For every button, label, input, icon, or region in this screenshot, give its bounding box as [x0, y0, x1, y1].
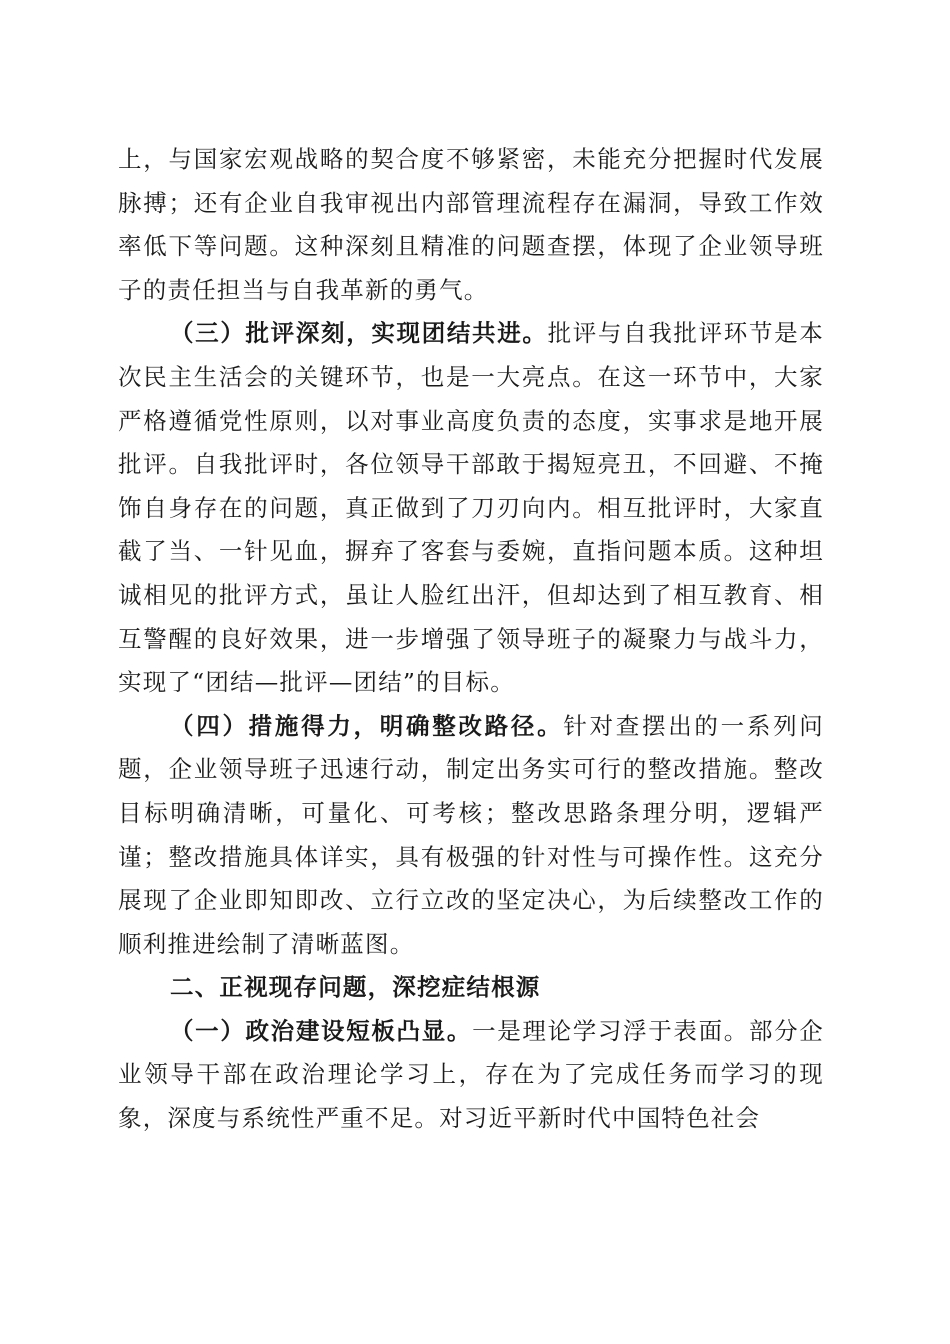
- paragraph-text: 上，与国家宏观战略的契合度不够紧密，未能充分把握时代发展脉搏；还有企业自我审视出内部管理流程存在漏洞，导致工作效率低下等问题。这种深刻且精准的问题查摆，体现了企业领导班子的责任担当与自我革新的勇气。: [118, 145, 824, 304]
- paragraph-text: 批评与自我批评环节是本次民主生活会的关键环节，也是一大亮点。在这一环节中，大家严格遵循党性原则，以对事业高度负责的态度，实事求是地开展批评。自我批评时，各位领导干部敢于揭短亮丑，不回避、不掩饰自身存在的问题，真正做到了刀刃向内。相互批评时，大家直截了当、一针见血，摒弃了客套与委婉，直指问题本质。这种坦诚相见的批评方式，虽让人脸红出汗，但却达到了相互教育、相互警醒的良好效果，进一步增强了领导班子的凝聚力与战斗力，实现了“团结—批评—团结”的目标。: [118, 319, 824, 697]
- paragraph-continuation: [118, 138, 824, 312]
- paragraph-measures: [118, 705, 824, 967]
- paragraph-text: 针对查摆出的一系列问题，企业领导班子迅速行动，制定出务实可行的整改措施。整改目标明确清晰，可量化、可考核；整改思路条理分明，逻辑严谨；整改措施具体详实，具有极强的针对性与可操作性。这充分展现了企业即知即改、立行立改的坚定决心，为后续整改工作的顺利推进绘制了清晰蓝图。: [118, 711, 824, 958]
- document-page: [118, 138, 824, 1141]
- paragraph-text: 一是理论学习浮于表面。部分企业领导干部在政治理论学习上，存在为了完成任务而学习的现象，深度与系统性严重不足。对习近平新时代中国特色社会: [118, 1016, 824, 1133]
- paragraph-criticism: [118, 312, 824, 704]
- paragraph-lead: （一）政治建设短板凸显。: [170, 1016, 473, 1045]
- paragraph-political-building: [118, 1010, 824, 1141]
- section-heading: 二、正视现存问题，深挖症结根源: [170, 973, 541, 1002]
- paragraph-lead: （四）措施得力，明确整改路径。: [170, 711, 564, 740]
- paragraph-lead: （三）批评深刻，实现团结共进。: [170, 319, 548, 348]
